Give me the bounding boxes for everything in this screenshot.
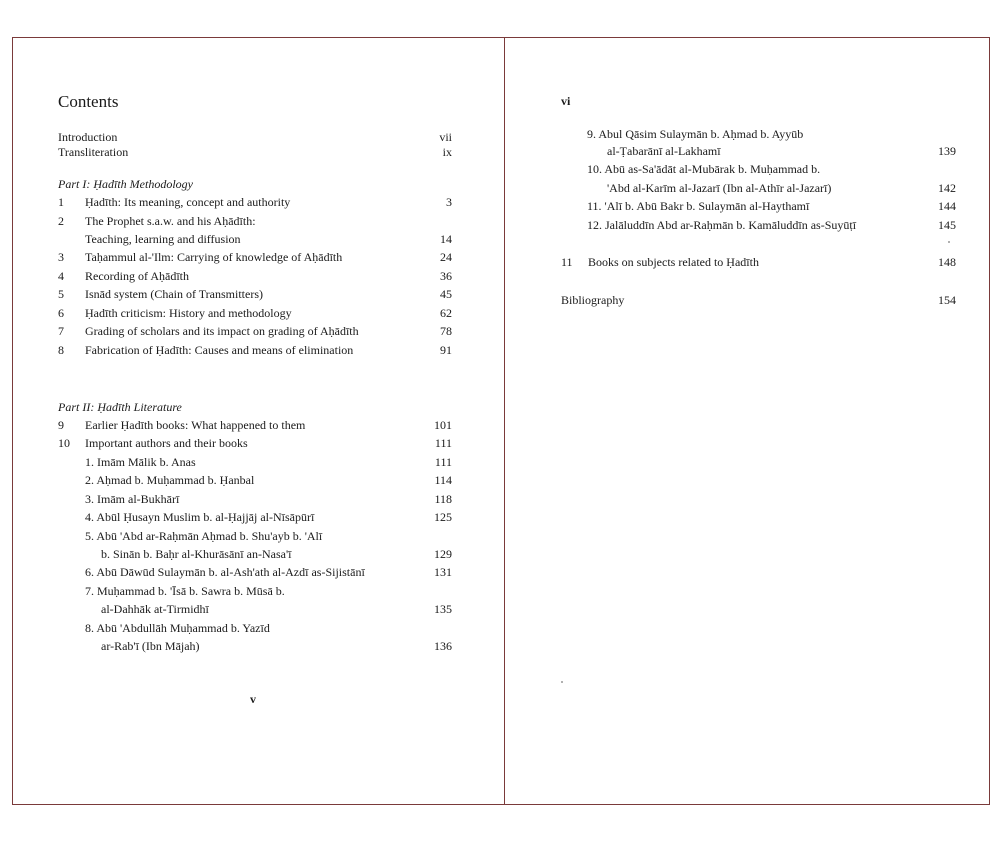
toc-subentry-label: 10. Abū as-Sa'ādāt al-Mubārak b. Muḥammad b. bbox=[587, 162, 821, 176]
left-page bbox=[12, 37, 504, 805]
toc-entry-label: Books on subjects related to Ḥadīth bbox=[588, 255, 759, 269]
toc-entry-label: Ḥadīth criticism: History and methodology bbox=[85, 306, 292, 320]
toc-entry-page: 145 bbox=[938, 218, 956, 232]
toc-entry-page: 125 bbox=[434, 510, 452, 524]
toc-entry-page: 135 bbox=[434, 602, 452, 616]
toc-entry-page: 118 bbox=[434, 492, 452, 506]
toc-entry-label: Fabrication of Ḥadīth: Causes and means of elimination bbox=[85, 343, 354, 357]
toc-entry-page: vii bbox=[439, 130, 452, 144]
toc-entry-label: Transliteration bbox=[58, 145, 129, 159]
chapter-number: 6 bbox=[58, 306, 64, 320]
toc-entry-page: 114 bbox=[434, 473, 452, 487]
toc-entry-label: Teaching, learning and diffusion bbox=[85, 232, 241, 246]
toc-subentry-label: ar-Rab'ī (Ibn Mājah) bbox=[101, 639, 200, 653]
toc-entry-label: Bibliography bbox=[561, 293, 625, 307]
toc-entry-label: Ḥadīth: Its meaning, concept and authority bbox=[85, 195, 291, 209]
toc-entry-page: 144 bbox=[938, 199, 956, 213]
toc-entry-label: Important authors and their books bbox=[85, 436, 248, 450]
toc-entry-label: Introduction bbox=[58, 130, 118, 144]
toc-entry-page: ix bbox=[442, 145, 452, 159]
toc-entry-page: 129 bbox=[434, 547, 452, 561]
toc-entry-label: Recording of Aḥādīth bbox=[85, 269, 189, 283]
page-number: v bbox=[250, 692, 256, 706]
chapter-number: 7 bbox=[58, 324, 64, 338]
chapter-number: 5 bbox=[58, 287, 64, 301]
toc-entry-label: Taḥammul al-'Ilm: Carrying of knowledge of Aḥādīth bbox=[85, 250, 343, 264]
toc-entry-page: 62 bbox=[440, 306, 452, 320]
chapter-number: 2 bbox=[58, 214, 64, 228]
toc-subentry-label: 6. Abū Dāwūd Sulaymān b. al-Ash'ath al-Azdī as-Sijistānī bbox=[85, 565, 365, 579]
toc-subentry-label: 3. Imām al-Bukhārī bbox=[85, 492, 180, 506]
part-heading: Part I: Ḥadīth Methodology bbox=[58, 177, 193, 191]
toc-entry-label: Isnād system (Chain of Transmitters) bbox=[85, 287, 263, 301]
toc-entry-page: 131 bbox=[434, 565, 452, 579]
toc-entry-page: 78 bbox=[440, 324, 452, 338]
toc-subentry-label: 'Abd al-Karīm al-Jazarī (Ibn al-Athīr al-Jazarī) bbox=[607, 181, 832, 195]
toc-entry-page: 148 bbox=[938, 255, 956, 269]
toc-entry-page: 142 bbox=[938, 181, 956, 195]
right-page bbox=[505, 37, 990, 805]
toc-subentry-label: 4. Abūl Ḥusayn Muslim b. al-Ḥajjāj al-Nīsāpūrī bbox=[85, 510, 315, 524]
toc-entry-label: The Prophet s.a.w. and his Aḥādīth: bbox=[85, 214, 256, 228]
contents-title: Contents bbox=[58, 92, 119, 111]
toc-entry-page: 154 bbox=[938, 293, 956, 307]
toc-entry-page: 111 bbox=[434, 436, 452, 450]
toc-subentry-label: b. Sinān b. Baḥr al-Khurāsānī an-Nasa'ī bbox=[101, 547, 292, 561]
toc-subentry-label: 2. Aḥmad b. Muḥammad b. Ḥanbal bbox=[85, 473, 255, 487]
toc-entry-page: 24 bbox=[440, 250, 452, 264]
toc-subentry-label: 11. 'Alī b. Abū Bakr b. Sulaymān al-Haythamī bbox=[587, 199, 810, 213]
chapter-number: 10 bbox=[58, 436, 70, 450]
chapter-number: 9 bbox=[58, 418, 64, 432]
toc-subentry-label: 7. Muḥammad b. 'Īsā b. Sawra b. Mūsā b. bbox=[85, 584, 285, 598]
part-heading: Part II: Ḥadīth Literature bbox=[58, 400, 182, 414]
toc-entry-page: 3 bbox=[446, 195, 452, 209]
chapter-number: 11 bbox=[561, 255, 573, 269]
page-number-heading: vi bbox=[561, 94, 571, 108]
toc-subentry-label: 12. Jalāluddīn Abd ar-Raḥmān b. Kamāluddīn as-Suyūṭī bbox=[587, 218, 857, 232]
toc-entry-page: 136 bbox=[434, 639, 452, 653]
toc-subentry-label: 8. Abū 'Abdullāh Muḥammad b. Yazīd bbox=[85, 621, 270, 635]
toc-entry-page: 101 bbox=[434, 418, 452, 432]
toc-subentry-label: al-Ṭabarānī al-Lakhamī bbox=[607, 144, 721, 158]
chapter-number: 1 bbox=[58, 195, 64, 209]
toc-subentry-label: al-Dahhāk at-Tirmidhī bbox=[101, 602, 209, 616]
chapter-number: 3 bbox=[58, 250, 64, 264]
toc-subentry-label: 5. Abū 'Abd ar-Raḥmān Aḥmad b. Shu'ayb b. 'Alī bbox=[85, 529, 323, 543]
toc-subentry-label: 1. Imām Mālik b. Anas bbox=[85, 455, 196, 469]
toc-entry-page: 139 bbox=[938, 144, 956, 158]
toc-entry-page: 91 bbox=[440, 343, 452, 357]
toc-entry-page: 14 bbox=[440, 232, 452, 246]
toc-entry-label: Earlier Ḥadīth books: What happened to them bbox=[85, 418, 306, 432]
print-speck bbox=[561, 681, 563, 683]
toc-subentry-label: 9. Abul Qāsim Sulaymān b. Aḥmad b. Ayyūb bbox=[587, 127, 804, 141]
chapter-number: 8 bbox=[58, 343, 64, 357]
chapter-number: 4 bbox=[58, 269, 64, 283]
print-speck bbox=[948, 241, 950, 243]
toc-entry-label: Grading of scholars and its impact on grading of Aḥādīth bbox=[85, 324, 359, 338]
toc-entry-page: 111 bbox=[434, 455, 452, 469]
toc-entry-page: 45 bbox=[440, 287, 452, 301]
toc-entry-page: 36 bbox=[440, 269, 452, 283]
